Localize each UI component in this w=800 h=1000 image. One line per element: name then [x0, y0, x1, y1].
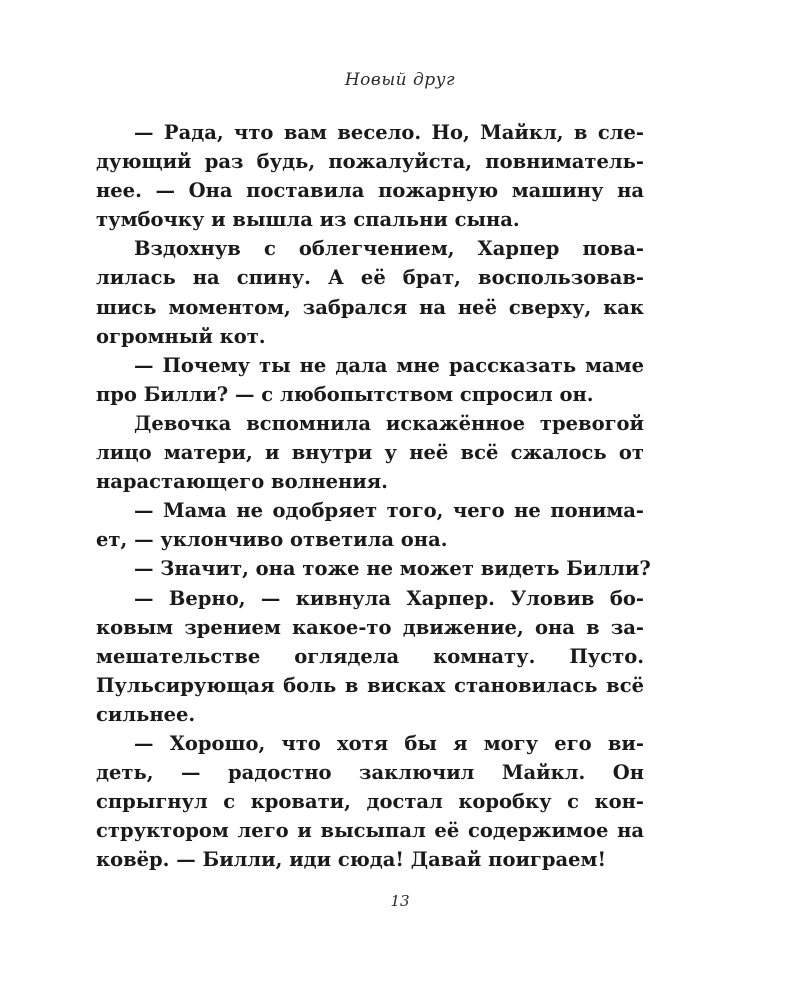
page-number: 13 — [390, 892, 410, 910]
text-line: структором лего и высыпал её содержимое на — [96, 819, 644, 843]
text-line: Вздохнув с облегчением, Харпер пова- — [134, 237, 644, 261]
text-line: ет, — уклончиво ответила она. — [96, 528, 448, 552]
body-text — [96, 118, 651, 874]
text-line: нее. — Она поставила пожарную машину на — [96, 179, 644, 203]
text-line: деть, — радостно заключил Майкл. Он — [96, 761, 644, 785]
text-line: — Мама не одобряет того, чего не понима- — [134, 499, 644, 523]
text-line: лилась на спину. А её брат, воспользовав- — [96, 266, 644, 290]
text-line: дующий раз будь, пожалуйста, повниматель- — [96, 150, 644, 174]
text-line: Пульсирующая боль в висках становилась всё — [96, 673, 644, 697]
running-head: Новый друг — [344, 70, 456, 90]
text-line: — Верно, — кивнула Харпер. Уловив бо- — [134, 586, 644, 610]
text-line: ковым зрением какое-то движение, она в за- — [96, 615, 644, 639]
text-line: спрыгнул с кровати, достал коробку с кон- — [96, 790, 644, 814]
text-line: мешательстве оглядела комнату. Пусто. — [96, 644, 644, 668]
text-line: шись моментом, забрался на неё сверху, как — [96, 295, 644, 319]
text-line: сильнее. — [96, 702, 196, 726]
text-line: про Билли? — с любопытством спросил он. — [96, 382, 594, 406]
text-line: — Почему ты не дала мне рассказать маме — [134, 353, 644, 377]
text-line: Девочка вспомнила искажённое тревогой — [134, 411, 644, 435]
text-line: нарастающего волнения. — [96, 470, 388, 494]
text-line: — Рада, что вам весело. Но, Майкл, в сле- — [134, 121, 644, 144]
text-line: огромный кот. — [96, 324, 266, 348]
text-line: — Значит, она тоже не может видеть Билли? — [134, 557, 651, 581]
text-line: — Хорошо, что хотя бы я могу его ви- — [134, 731, 644, 755]
text-line: тумбочку и вышла из спальни сына. — [96, 208, 520, 232]
text-line: ковёр. — Билли, иди сюда! Давай поиграем! — [96, 848, 607, 872]
text-line: лицо матери, и внутри у неё всё сжалось от — [96, 441, 644, 465]
